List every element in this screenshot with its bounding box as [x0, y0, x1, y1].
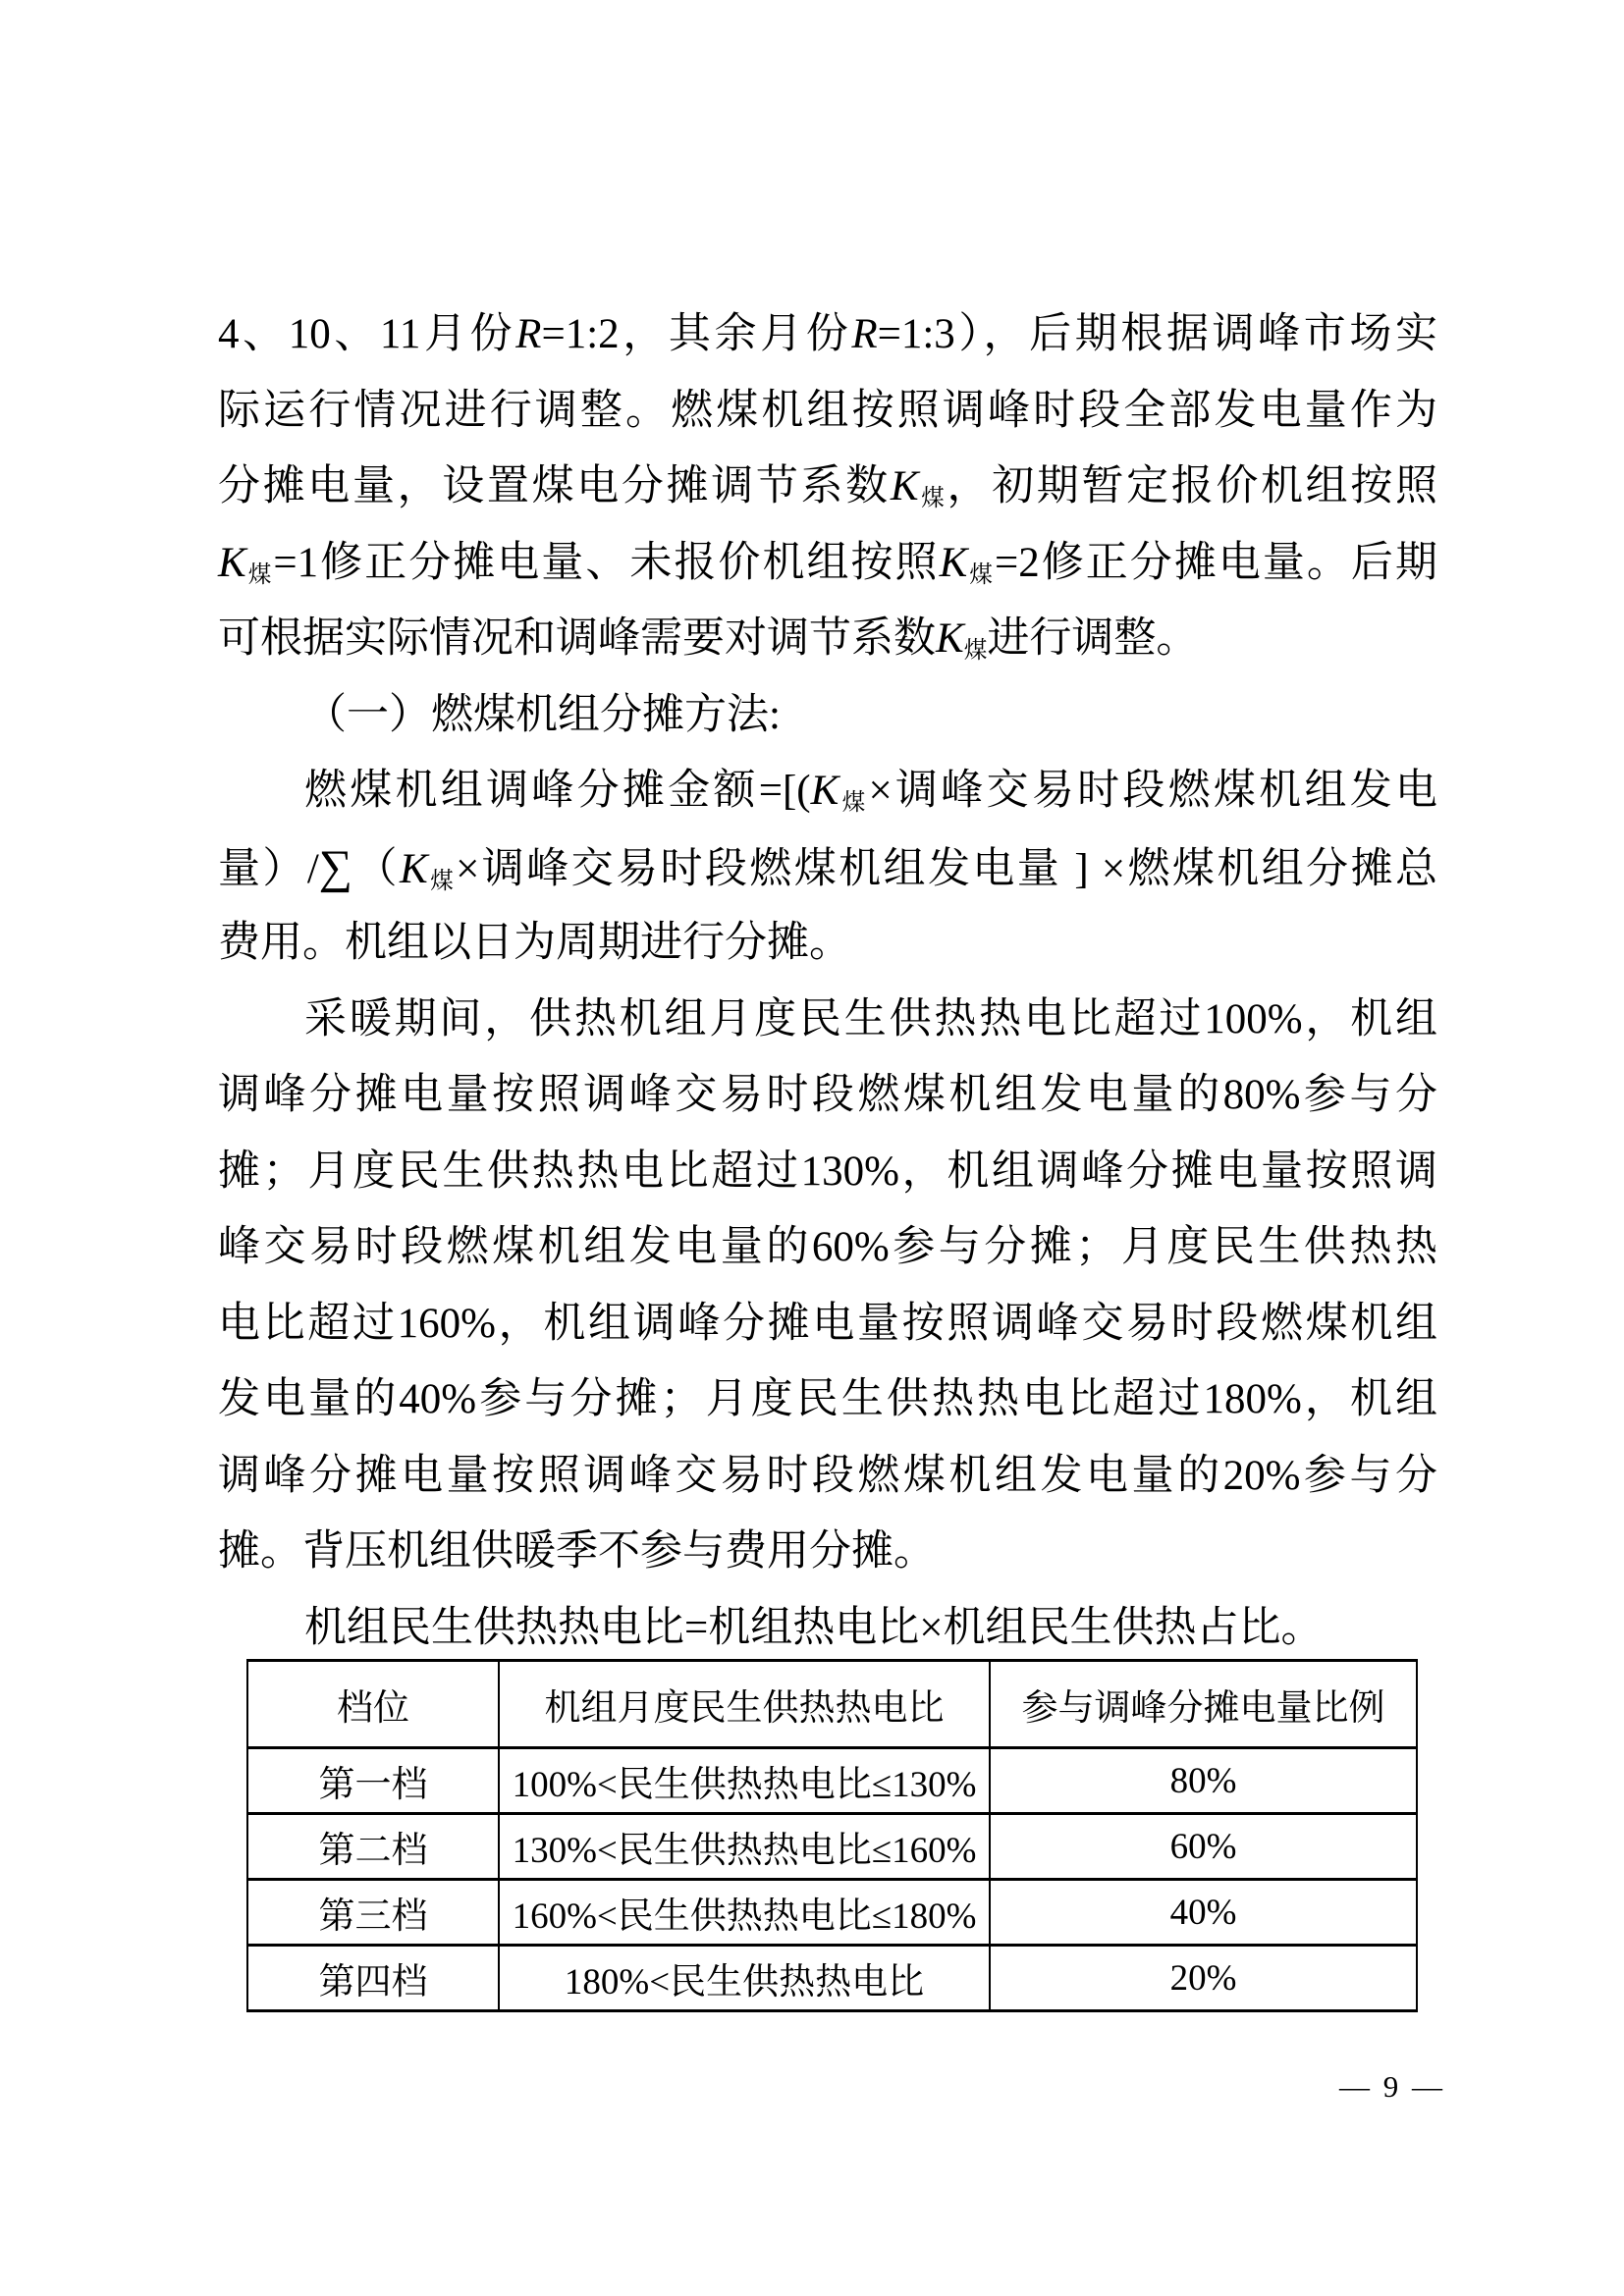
text-segment: 调峰分摊电量按照调峰交易时段燃煤机组发电量的80%参与分	[218, 1072, 1437, 1118]
table-row	[247, 1748, 1417, 1814]
body-text	[218, 296, 1437, 1666]
text-line	[218, 601, 1437, 677]
variable-subscript: 煤	[245, 561, 274, 588]
table-row	[247, 1880, 1417, 1946]
text-segment: 燃煤机组调峰分摊金额=[(	[304, 768, 811, 814]
text-segment: 费用。机组以日为周期进行分摊。	[218, 920, 851, 966]
text-segment: 调峰分摊电量按照调峰交易时段燃煤机组发电量的20%参与分	[218, 1452, 1437, 1499]
text-segment: ∑	[318, 840, 353, 893]
text-segment: ×调峰交易时段燃煤机组发电	[868, 768, 1437, 814]
text-line	[218, 1134, 1437, 1210]
tier-table	[246, 1659, 1418, 2012]
text-line	[218, 1438, 1437, 1515]
variable-subscript: 煤	[918, 485, 947, 511]
variable-symbol: K	[890, 463, 919, 509]
variable-symbol: K	[218, 539, 246, 586]
table-cell: 130%<民生供热热电比≤160%	[499, 1814, 990, 1880]
table-cell: 180%<民生供热热电比	[499, 1946, 990, 2011]
table-cell: 60%	[990, 1814, 1417, 1880]
table-body	[247, 1748, 1417, 2011]
variable-subscript: 煤	[839, 789, 869, 816]
table-cell: 第四档	[247, 1946, 499, 2011]
text-segment: 摊。背压机组供暖季不参与费用分摊。	[218, 1528, 936, 1575]
text-line	[218, 1514, 1437, 1590]
text-segment: 电比超过160%，机组调峰分摊电量按照调峰交易时段燃煤机组	[218, 1300, 1437, 1347]
table-header-cell: 档位	[247, 1661, 499, 1748]
text-segment: 4、10、11月份	[218, 311, 516, 357]
text-line	[218, 373, 1437, 450]
variable-symbol: K	[936, 615, 964, 662]
text-segment: 际运行情况进行调整。燃煤机组按照调峰时段全部发电量作为	[218, 387, 1437, 434]
text-segment: 采暖期间，供热机组月度民生供热热电比超过100%，机组	[304, 995, 1437, 1042]
text-segment: 摊；月度民生供热热电比超过130%，机组调峰分摊电量按照调	[218, 1148, 1437, 1195]
table-header-row	[247, 1661, 1417, 1748]
table-row	[247, 1946, 1417, 2011]
text-line	[218, 449, 1437, 525]
table-cell: 第三档	[247, 1880, 499, 1946]
text-line	[218, 1209, 1437, 1286]
text-line	[218, 982, 1437, 1058]
text-segment: 进行调整。	[987, 615, 1199, 662]
text-segment: 峰交易时段燃煤机组发电量的60%参与分摊；月度民生供热热	[218, 1224, 1437, 1270]
table-row	[247, 1814, 1417, 1880]
table-header-cell: 机组月度民生供热热电比	[499, 1661, 990, 1748]
variable-subscript: 煤	[427, 868, 457, 894]
text-segment: =1:2，其余月份	[541, 311, 852, 357]
text-line	[218, 1590, 1437, 1667]
text-segment: 发电量的40%参与分摊；月度民生供热热电比超过180%，机组	[218, 1376, 1437, 1422]
text-segment: =1修正分摊电量、未报价机组按照	[273, 539, 940, 586]
text-line	[218, 296, 1437, 373]
text-segment: （一）燃煤机组分摊方法:	[304, 691, 781, 738]
text-segment: ，初期暂定报价机组按照	[947, 463, 1437, 509]
text-line	[218, 1057, 1437, 1134]
text-line	[218, 677, 1437, 754]
text-line	[218, 753, 1437, 829]
text-line	[218, 1362, 1437, 1438]
table-cell: 40%	[990, 1880, 1417, 1946]
variable-symbol: K	[939, 539, 968, 586]
text-segment: ×调峰交易时段燃煤机组发电量 ] ×燃煤机组分摊总	[456, 845, 1438, 892]
text-segment: 可根据实际情况和调峰需要对调节系数	[218, 615, 936, 662]
text-segment: =1:3），后期根据调峰市场实	[877, 311, 1437, 357]
page-number: — 9 —	[1339, 2069, 1445, 2104]
text-segment: 机组民生供热热电比=机组热电比×机组民生供热占比。	[304, 1604, 1324, 1651]
table-cell: 20%	[990, 1946, 1417, 2011]
variable-symbol: R	[851, 311, 878, 357]
variable-subscript: 煤	[967, 561, 995, 588]
variable-symbol: K	[810, 768, 839, 814]
text-segment: =2修正分摊电量。后期	[994, 539, 1437, 586]
variable-symbol: K	[399, 845, 428, 892]
table-cell: 80%	[990, 1748, 1417, 1814]
text-line	[218, 525, 1437, 602]
table-cell: 第二档	[247, 1814, 499, 1880]
variable-subscript: 煤	[963, 637, 988, 664]
table-cell: 100%<民生供热热电比≤130%	[499, 1748, 990, 1814]
variable-symbol: R	[515, 311, 542, 357]
table-cell: 160%<民生供热热电比≤180%	[499, 1880, 990, 1946]
text-segment: （	[352, 845, 400, 892]
text-segment: 量）/	[218, 845, 319, 892]
table-header-cell: 参与调峰分摊电量比例	[990, 1661, 1417, 1748]
text-line	[218, 829, 1437, 906]
table-cell: 第一档	[247, 1748, 499, 1814]
text-line	[218, 905, 1437, 982]
text-segment: 分摊电量，设置煤电分摊调节系数	[218, 463, 891, 509]
text-line	[218, 1286, 1437, 1362]
